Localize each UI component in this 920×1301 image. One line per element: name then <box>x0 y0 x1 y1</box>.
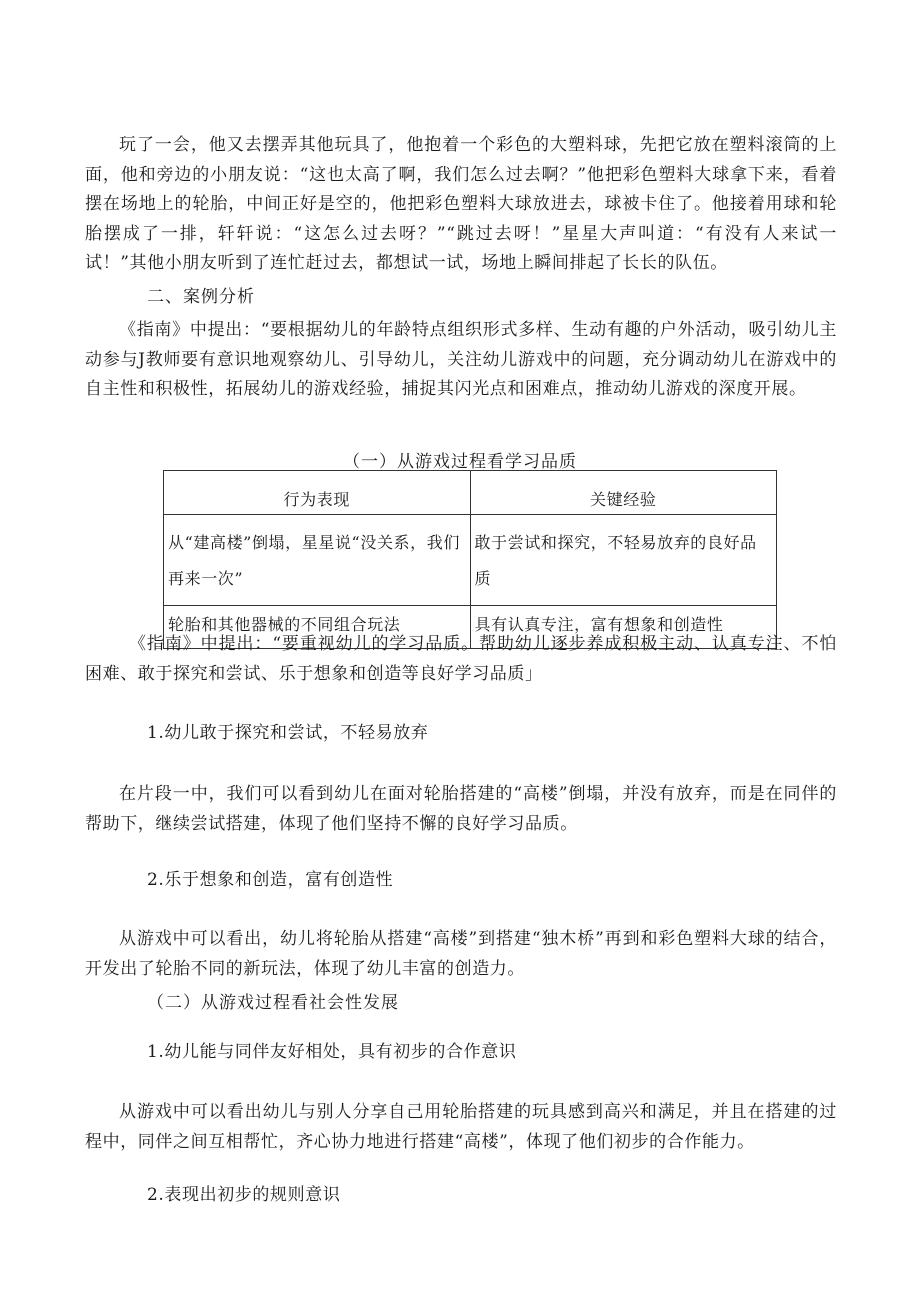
paragraph-cooperation: 从游戏中可以看出幼儿与别人分享自己用轮胎搭建的玩具感到高兴和满足，并且在搭建的过程中，同伴之间互相帮忙，齐心协力地进行搭建“高楼”，体现了他们初步的合作能力。 <box>85 1102 837 1152</box>
paragraph-guide-quote-1: 《指南》中提出：“要根据幼儿的年龄特点组织形式多样、生动有趣的户外活动，吸引幼儿主动参与J教师要有意识地观察幼儿、引导幼儿，关注幼儿游戏中的问题，充分调动幼儿在游戏中的自主性和积极性，拓展幼儿的游戏经验，捕捉其闪光点和困难点，推动幼儿游戏的深度开展。 <box>85 320 837 400</box>
table-cell: 具有认真专注，富有想象和创造性 <box>470 606 777 649</box>
paragraph-story: 玩了一会，他又去摆弄其他玩具了，他抱着一个彩色的大塑料球，先把它放在塑料滚筒的上面，他和旁边的小朋友说：“这也太高了啊，我们怎么过去啊？”他把彩色塑料大球拿下来，看着摆在场地上的轮胎，中间正好是空的，他把彩色塑料大球放进去，球被卡住了。他接着用球和轮胎摆成了一排，轩轩说：“这怎么过去呀？”“跳过去呀！”星星大声叫道：“有没有人来试一试！”其他小朋友听到了连忙赶过去，都想试一试，场地上瞬间排起了长长的队伍。 <box>85 135 837 274</box>
subheading-cooperation: 1.幼儿能与同伴友好相处，具有初步的合作意识 <box>147 1042 517 1062</box>
paragraph-guide-quote-2: 《指南》中提出：“要重视幼儿的学习品质。帮助幼儿逐步养成积极主动、认真专注、不怕困难、敢于探究和尝试、乐于想象和创造等良好学习品质」 <box>85 634 837 684</box>
paragraph-segment-one: 在片段一中，我们可以看到幼儿在面对轮胎搭建的“高楼”倒塌，并没有放弃，而是在同伴的帮助下，继续尝试搭建，体现了他们坚持不懈的良好学习品质。 <box>85 784 837 834</box>
section-heading-social: （二）从游戏过程看社会性发展 <box>147 993 399 1013</box>
section-heading-analysis: 二、案例分析 <box>147 287 255 307</box>
table-cell: 从“建高楼”倒塌，星星说“没关系，我们再来一次” <box>164 515 471 606</box>
paragraph-creativity: 从游戏中可以看出，幼儿将轮胎从搭建“高楼”到搭建“独木桥”再到和彩色塑料大球的结合，开发出了轮胎不同的新玩法，体现了幼儿丰富的创造力。 <box>85 929 837 979</box>
subheading-imagination: 2.乐于想象和创造，富有创造性 <box>147 870 394 890</box>
table-cell: 轮胎和其他器械的不同组合玩法 <box>164 606 471 649</box>
table-cell: 敢于尝试和探究，不轻易放弃的良好品质 <box>470 515 777 606</box>
table-row <box>164 515 777 606</box>
subheading-rules: 2.表现出初步的规则意识 <box>147 1185 341 1205</box>
observation-table <box>163 470 777 649</box>
subheading-explore-try: 1.幼儿敢于探究和尝试，不轻易放弃 <box>147 723 429 743</box>
table-caption-learning-quality: （一）从游戏过程看学习品质 <box>343 452 577 472</box>
table-header-behavior: 行为表现 <box>164 471 471 515</box>
table-header-experience: 关键经验 <box>470 471 777 515</box>
table-header-row <box>164 471 777 515</box>
